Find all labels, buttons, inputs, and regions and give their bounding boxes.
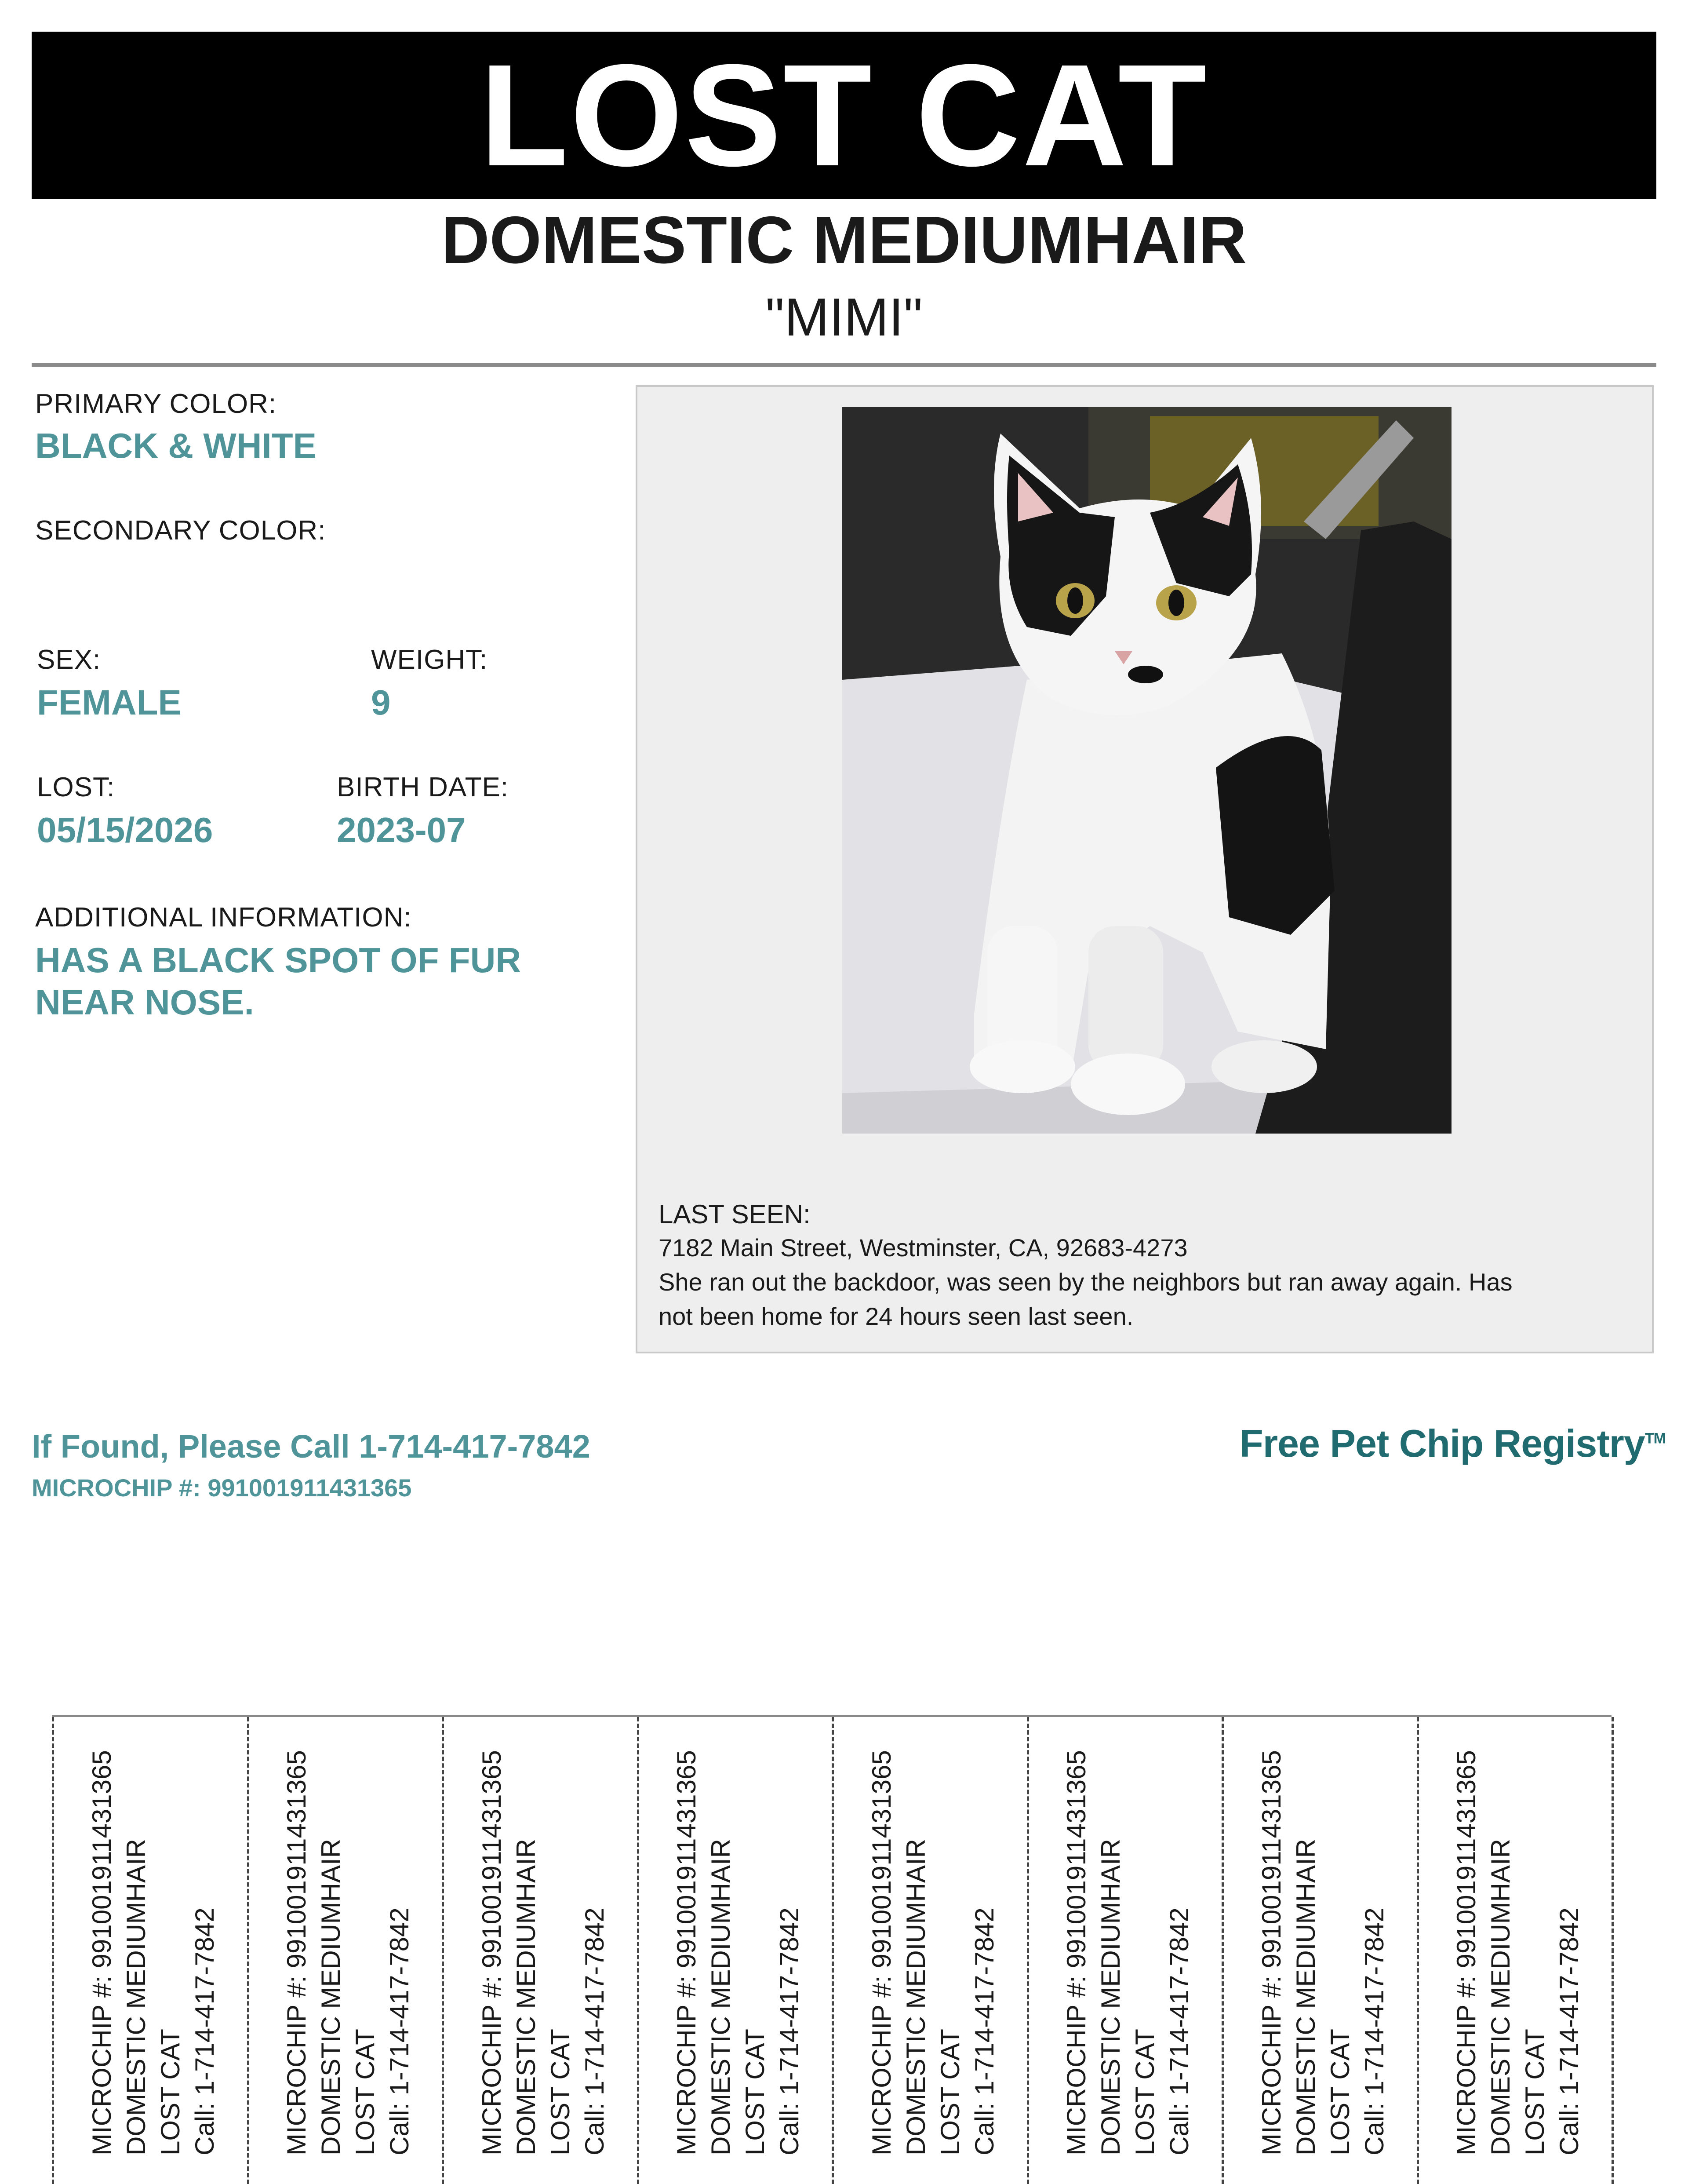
primary-color-label: PRIMARY COLOR: <box>35 389 277 419</box>
tear-off-tab-line-4: MICROCHIP #: 991001911431365 <box>866 1750 896 2155</box>
tear-off-tab-line-2: LOST CAT <box>1130 2029 1160 2155</box>
tear-off-tab-line-3: DOMESTIC MEDIUMHAIR <box>121 1839 151 2155</box>
microchip-number: MICROCHIP #: 991001911431365 <box>32 1474 412 1502</box>
birth-date-label: BIRTH DATE: <box>337 772 509 802</box>
tear-off-tab-line-1: Call: 1-714-417-7842 <box>385 1907 414 2155</box>
tear-off-tab-line-1: Call: 1-714-417-7842 <box>969 1907 999 2155</box>
additional-info-label: ADDITIONAL INFORMATION: <box>35 902 412 933</box>
tear-off-tab-line-1: Call: 1-714-417-7842 <box>579 1907 609 2155</box>
last-seen-address: 7182 Main Street, Westminster, CA, 92683-4273 <box>658 1234 1188 1262</box>
weight-value: 9 <box>371 683 391 722</box>
tear-off-tab-line-3: DOMESTIC MEDIUMHAIR <box>316 1839 346 2155</box>
header-divider <box>32 363 1656 367</box>
title-banner <box>32 32 1656 199</box>
tear-off-tab-line-4: MICROCHIP #: 991001911431365 <box>1062 1750 1091 2155</box>
additional-info-line-2: NEAR NOSE. <box>35 983 254 1022</box>
tear-off-tab-line-4: MICROCHIP #: 991001911431365 <box>1452 1750 1481 2155</box>
tear-off-dashed-line <box>1612 1717 1614 2184</box>
breed-heading: DOMESTIC MEDIUMHAIR <box>441 203 1247 277</box>
cat-photo <box>842 407 1452 1134</box>
if-found-call: If Found, Please Call 1-714-417-7842 <box>32 1428 590 1465</box>
registry-logo <box>1240 1420 1666 1467</box>
tear-off-tab-line-4: MICROCHIP #: 991001911431365 <box>672 1750 701 2155</box>
tear-off-tab-line-2: LOST CAT <box>1520 2029 1550 2155</box>
tear-off-tab-line-4: MICROCHIP #: 991001911431365 <box>87 1750 116 2155</box>
tear-off-tab-line-1: Call: 1-714-417-7842 <box>1554 1907 1584 2155</box>
tear-off-tab-line-2: LOST CAT <box>1325 2029 1355 2155</box>
weight-label: WEIGHT: <box>371 645 488 675</box>
tear-off-tab-line-3: DOMESTIC MEDIUMHAIR <box>1291 1839 1321 2155</box>
sex-value: FEMALE <box>37 683 182 722</box>
tear-off-tab-line-3: DOMESTIC MEDIUMHAIR <box>511 1839 541 2155</box>
primary-color-value: BLACK & WHITE <box>35 426 316 465</box>
tear-off-tab[interactable] <box>1027 1717 1222 2184</box>
tear-off-tab-line-2: LOST CAT <box>935 2029 965 2155</box>
registry-logo-text: Free Pet Chip Registry <box>1240 1422 1645 1465</box>
tear-off-tab[interactable] <box>832 1717 1026 2184</box>
tear-off-tab-line-1: Call: 1-714-417-7842 <box>775 1907 804 2155</box>
pet-name: "MIMI" <box>765 287 923 347</box>
tear-off-tab[interactable] <box>637 1717 832 2184</box>
lost-date-value: 05/15/2026 <box>37 810 213 850</box>
page-title: LOST CAT <box>480 34 1208 196</box>
lost-date-label: LOST: <box>37 772 115 802</box>
tear-off-tab-line-4: MICROCHIP #: 991001911431365 <box>477 1750 506 2155</box>
tear-off-tab-line-1: Call: 1-714-417-7842 <box>189 1907 219 2155</box>
tear-off-tab-line-2: LOST CAT <box>545 2029 575 2155</box>
tear-off-tab-line-1: Call: 1-714-417-7842 <box>1359 1907 1389 2155</box>
photo-panel <box>636 385 1654 1353</box>
sex-label: SEX: <box>37 645 101 675</box>
tear-off-tab-line-3: DOMESTIC MEDIUMHAIR <box>706 1839 735 2155</box>
additional-info-line-1: HAS A BLACK SPOT OF FUR <box>35 941 521 980</box>
tear-off-tab-line-2: LOST CAT <box>155 2029 185 2155</box>
tear-off-tab-line-3: DOMESTIC MEDIUMHAIR <box>1096 1839 1125 2155</box>
tear-off-tab-line-3: DOMESTIC MEDIUMHAIR <box>1486 1839 1515 2155</box>
tear-off-tab-line-4: MICROCHIP #: 991001911431365 <box>282 1750 311 2155</box>
tear-off-tab[interactable] <box>1417 1717 1612 2184</box>
last-seen-note-line-1: She ran out the backdoor, was seen by the neighbors but ran away again. Has <box>658 1268 1513 1296</box>
last-seen-label: LAST SEEN: <box>658 1200 811 1229</box>
tear-off-tab-line-3: DOMESTIC MEDIUMHAIR <box>901 1839 931 2155</box>
tear-off-tab-line-2: LOST CAT <box>350 2029 380 2155</box>
tear-off-tab[interactable] <box>247 1717 442 2184</box>
tear-off-tab-line-4: MICROCHIP #: 991001911431365 <box>1256 1750 1286 2155</box>
last-seen-note-line-2: not been home for 24 hours seen last seen. <box>658 1302 1134 1330</box>
secondary-color-label: SECONDARY COLOR: <box>35 515 326 546</box>
tear-off-tab-line-1: Call: 1-714-417-7842 <box>1164 1907 1194 2155</box>
tear-off-tab[interactable] <box>442 1717 637 2184</box>
tear-off-tab-line-2: LOST CAT <box>740 2029 770 2155</box>
tear-off-tab[interactable] <box>52 1717 247 2184</box>
birth-date-value: 2023-07 <box>337 810 466 850</box>
tear-off-tab[interactable] <box>1222 1717 1416 2184</box>
trademark-mark: TM <box>1644 1430 1666 1447</box>
